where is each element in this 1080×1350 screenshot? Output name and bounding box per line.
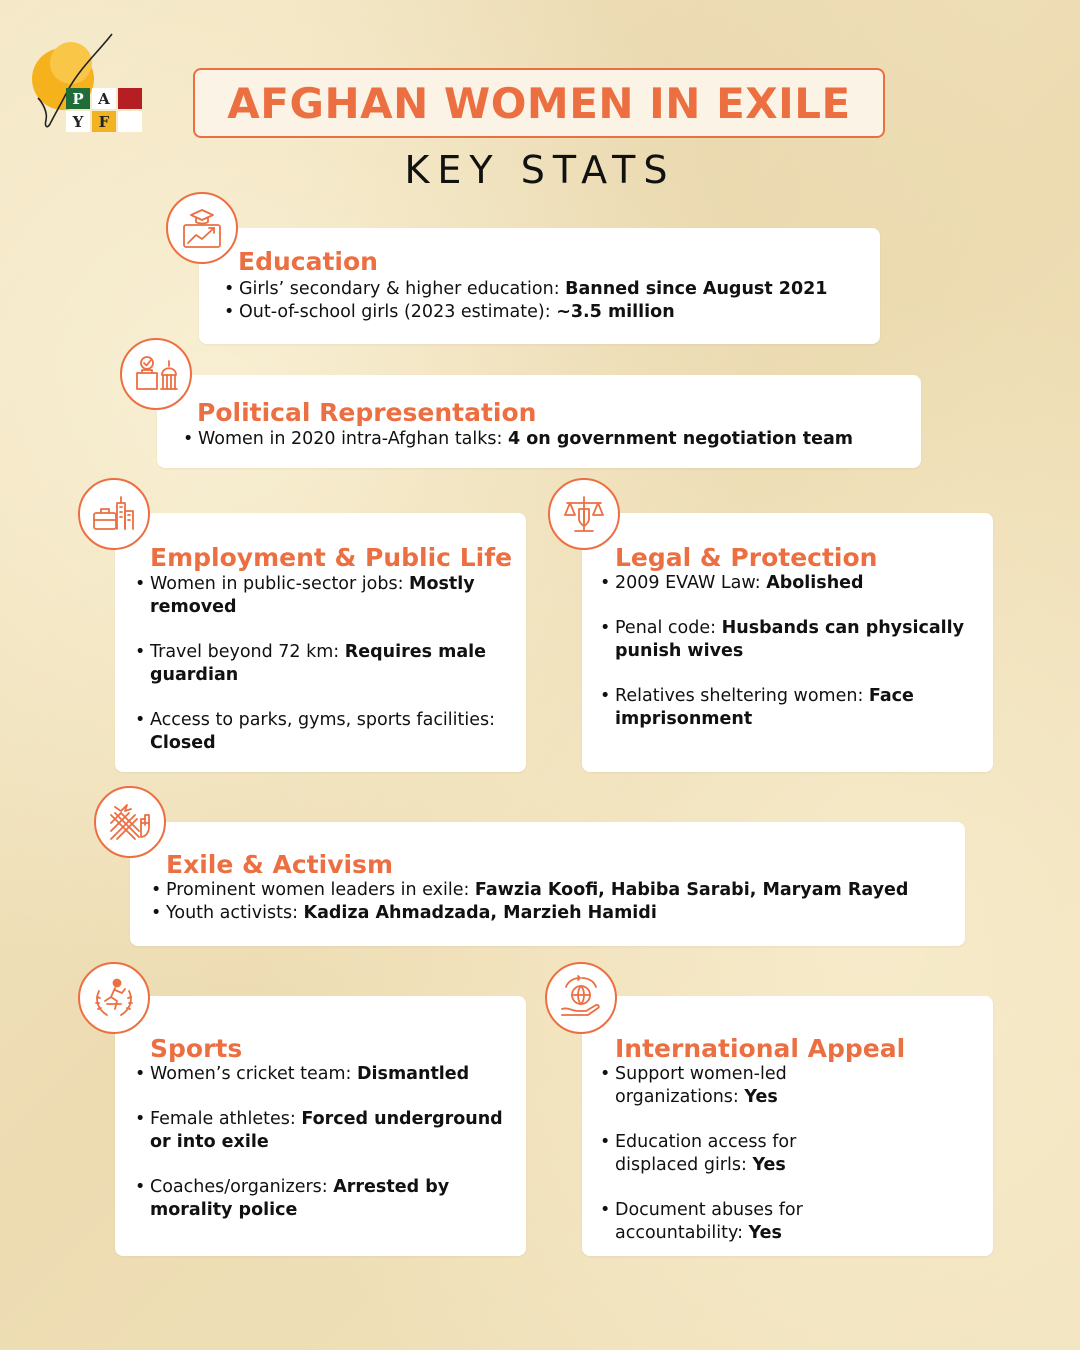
item-label: Prominent women leaders in exile:: [166, 880, 475, 900]
item-label: Youth activists:: [166, 903, 304, 923]
list-item: [135, 1108, 507, 1154]
international-title: International Appeal: [615, 1034, 906, 1063]
legal-title: Legal & Protection: [615, 543, 878, 572]
list-item: [135, 709, 507, 755]
page-title: AFGHAN WOMEN IN EXILE: [227, 78, 851, 128]
logo-letter: Y: [66, 111, 90, 132]
list-item: [600, 1199, 840, 1245]
briefcase-city-icon: [78, 478, 150, 550]
sports-title: Sports: [150, 1034, 243, 1063]
political-list: [183, 428, 903, 451]
list-item: [600, 572, 972, 595]
list-item: [151, 879, 951, 902]
item-value: Husbands can physically punish wives: [615, 618, 965, 661]
education-title: Education: [238, 247, 378, 276]
logo-blank-cell: [118, 111, 142, 132]
ballot-parliament-icon: [120, 338, 192, 410]
list-item: [151, 902, 951, 925]
organization-logo: [28, 32, 120, 140]
list-item: [600, 617, 972, 663]
exile-title: Exile & Activism: [166, 850, 393, 879]
item-label: Travel beyond 72 km:: [150, 642, 345, 662]
sports-list: [135, 1063, 507, 1244]
item-value: Requires male guardian: [150, 642, 487, 685]
item-value: Face imprisonment: [615, 686, 914, 729]
employment-list: [135, 573, 507, 777]
item-value: Kadiza Ahmadzada, Marzieh Hamidi: [303, 903, 657, 923]
scales-shield-icon: [548, 478, 620, 550]
item-label: Out-of-school girls (2023 estimate):: [239, 302, 557, 322]
list-item: [600, 1131, 840, 1177]
item-label: Women in 2020 intra-Afghan talks:: [198, 429, 508, 449]
item-label: Penal code:: [615, 618, 722, 638]
graduation-cap-growth-icon: [166, 192, 238, 264]
item-label: Female athletes:: [150, 1109, 302, 1129]
international-list: [600, 1063, 840, 1267]
item-label: Document abuses for accountability:: [615, 1200, 803, 1243]
item-label: Education access for displaced girls:: [615, 1132, 797, 1175]
item-label: Access to parks, gyms, sports facilities:: [150, 710, 496, 730]
item-value: Banned since August 2021: [565, 279, 828, 299]
list-item: [135, 1176, 507, 1222]
fence-bird-fist-icon: [94, 786, 166, 858]
item-label: Women’s cricket team:: [150, 1064, 357, 1084]
list-item: [135, 641, 507, 687]
list-item: [600, 1063, 840, 1109]
political-title: Political Representation: [197, 398, 537, 427]
item-value: 4 on government negotiation team: [507, 429, 854, 449]
employment-title: Employment & Public Life: [150, 543, 513, 572]
page-subtitle: KEY STATS: [404, 148, 676, 192]
item-label: Girls’ secondary & higher education:: [239, 279, 566, 299]
item-value: ~3.5 million: [556, 302, 675, 322]
list-item: [224, 278, 864, 301]
item-value: Arrested by morality police: [150, 1177, 450, 1220]
list-item: [224, 301, 864, 324]
logo-letter: F: [92, 111, 116, 132]
item-value: Yes: [748, 1223, 782, 1243]
legal-list: [600, 572, 972, 753]
item-value: Dismantled: [357, 1064, 470, 1084]
item-label: Women in public-sector jobs:: [150, 574, 410, 594]
education-list: [224, 278, 864, 324]
item-value: Yes: [752, 1155, 786, 1175]
title-box: [193, 68, 885, 138]
logo-letter: P: [66, 88, 90, 109]
list-item: [600, 685, 972, 731]
logo-blank-cell: [118, 88, 142, 109]
logo-letter: A: [92, 88, 116, 109]
item-label: Relatives sheltering women:: [615, 686, 869, 706]
list-item: [135, 573, 507, 619]
exile-list: [151, 879, 951, 925]
list-item: [135, 1063, 507, 1086]
item-label: Support women-led organizations:: [615, 1064, 787, 1107]
item-value: Closed: [150, 733, 216, 753]
item-label: 2009 EVAW Law:: [615, 573, 767, 593]
logo-letter-grid: [66, 88, 142, 132]
item-value: Yes: [744, 1087, 778, 1107]
item-value: Fawzia Koofi, Habiba Sarabi, Maryam Rayed: [474, 880, 909, 900]
item-value: Mostly removed: [150, 574, 475, 617]
item-value: Abolished: [766, 573, 864, 593]
globe-hand-icon: [545, 962, 617, 1034]
item-value: Forced underground or into exile: [150, 1109, 503, 1152]
athlete-laurel-icon: [78, 962, 150, 1034]
item-label: Coaches/organizers:: [150, 1177, 334, 1197]
list-item: [183, 428, 903, 451]
